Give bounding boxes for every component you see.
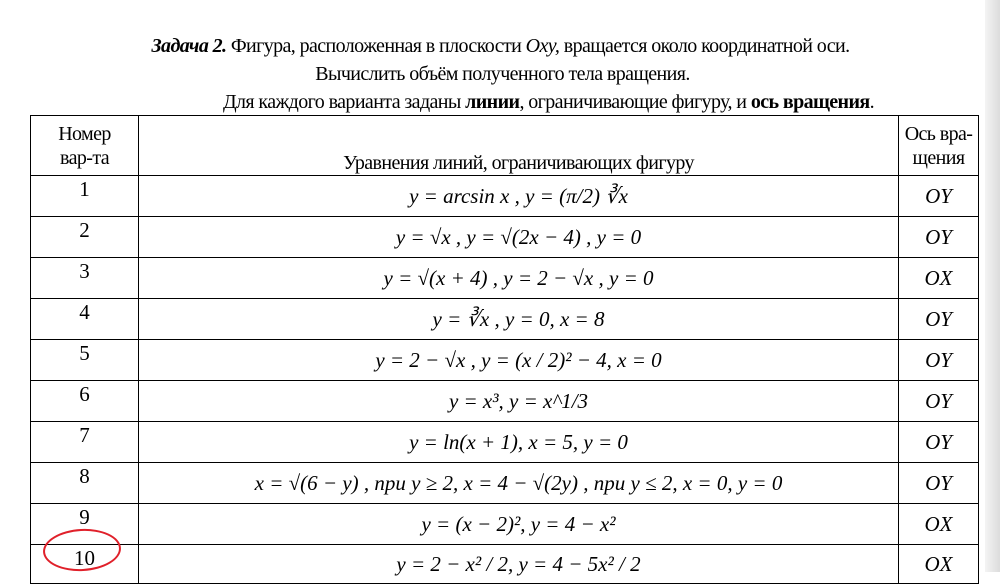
header-axis-line1: Ось вра- [904, 122, 973, 145]
variant-number: 8 [31, 463, 139, 504]
condition-axis: ось вращения [750, 91, 870, 113]
table-row [31, 545, 979, 584]
task-instruction: Вычислить объём полученного тела вращения. [315, 63, 690, 85]
header-axis [899, 116, 979, 176]
rotation-axis: OY [899, 463, 979, 504]
table-row [31, 340, 979, 381]
header-number [31, 116, 139, 176]
header-axis-line2: щения [912, 146, 965, 169]
variant-number: 7 [31, 422, 139, 463]
variant-equations: x = √(6 − y) , при y ≥ 2, x = 4 − √(2y) , при y ≤ 2, x = 0, y = 0 [139, 463, 899, 504]
condition-text-c: . [869, 91, 875, 113]
variant-equations: y = (x − 2)², y = 4 − x² [139, 504, 899, 545]
variant-number: 10 [31, 545, 139, 584]
table-row [31, 463, 979, 504]
variant-equations: y = 2 − x² / 2, y = 4 − 5x² / 2 [139, 545, 899, 584]
header-equations: Уравнения линий, ограничивающих фигуру [139, 116, 899, 176]
header-number-line1: Номер [58, 122, 111, 145]
rotation-axis: OY [899, 176, 979, 217]
variants-table [30, 115, 979, 584]
variant-number: 4 [31, 299, 139, 340]
table-header-row [31, 116, 979, 176]
variant-number: 3 [31, 258, 139, 299]
variant-number: 9 [31, 504, 139, 545]
rotation-axis: OY [899, 217, 979, 258]
rotation-axis: OY [899, 422, 979, 463]
title-text-b: вращается около координатной оси. [559, 35, 850, 57]
rotation-axis: OX [899, 504, 979, 545]
variant-equations: y = arcsin x , y = (π/2) ∛x [139, 176, 899, 217]
variant-equations: y = ln(x + 1), x = 5, y = 0 [139, 422, 899, 463]
variant-equations: y = 2 − √x , y = (x / 2)² − 4, x = 0 [139, 340, 899, 381]
rotation-axis: OX [899, 258, 979, 299]
variant-number: 6 [31, 381, 139, 422]
table-row [31, 299, 979, 340]
variant-number: 2 [31, 217, 139, 258]
task-condition-line [56, 90, 1000, 114]
variant-equations: y = √(x + 4) , y = 2 − √x , y = 0 [139, 258, 899, 299]
rotation-axis: OX [899, 545, 979, 584]
task-label: Задача 2. [151, 35, 227, 57]
condition-text-a: Для каждого варианта заданы [222, 91, 466, 113]
table-row [31, 381, 979, 422]
table-row [31, 176, 979, 217]
variant-equations: y = √x , y = √(2x − 4) , y = 0 [139, 217, 899, 258]
table-row [31, 422, 979, 463]
rotation-axis: OY [899, 299, 979, 340]
task-title-line [8, 34, 993, 58]
variant-equations: y = x³, y = x^1/3 [139, 381, 899, 422]
variant-equations: y = ∛x , y = 0, x = 8 [139, 299, 899, 340]
variant-number: 5 [31, 340, 139, 381]
table-row [31, 217, 979, 258]
header-number-line2: вар-та [60, 146, 109, 169]
rotation-axis: OY [899, 381, 979, 422]
variant-number: 1 [31, 176, 139, 217]
table-row [31, 504, 979, 545]
title-text-a: Фигура, расположенная в плоскости [226, 35, 526, 57]
plane-name: Oxy, [525, 35, 560, 57]
rotation-axis: OY [899, 340, 979, 381]
table-row [31, 258, 979, 299]
condition-text-b: , ограничивающие фигуру, и [519, 91, 751, 113]
condition-lines: линии [465, 91, 520, 113]
